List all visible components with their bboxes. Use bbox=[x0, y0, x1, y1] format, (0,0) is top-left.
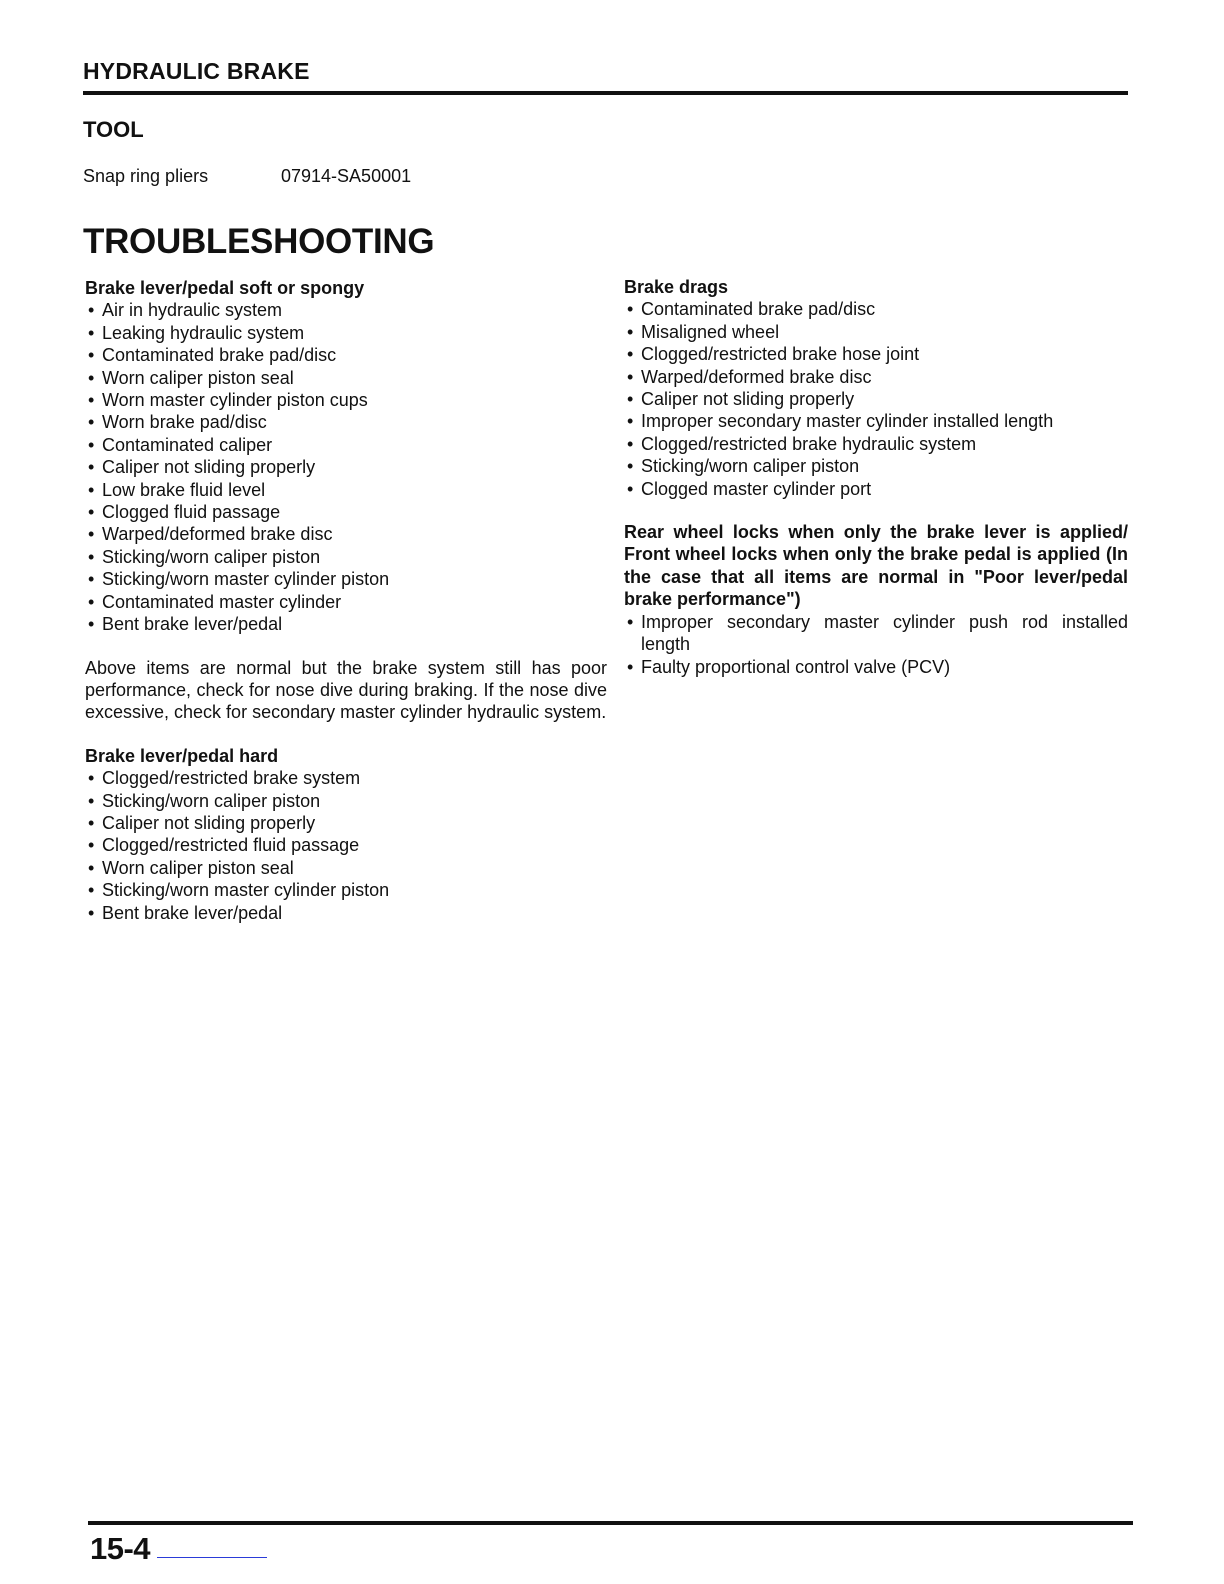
list-item bbox=[85, 322, 610, 344]
right-column bbox=[624, 276, 1128, 678]
list-item bbox=[624, 366, 1128, 388]
list-item-text: Clogged/restricted fluid passage bbox=[102, 835, 360, 856]
list-item-text: Leaking hydraulic system bbox=[102, 322, 305, 343]
nose-dive-note: Above items are normal but the brake system still has poor performance, check for nose dive during braking. If the nose dive excessive, check for secondary master cylinder hydraulic system. bbox=[85, 657, 607, 723]
page-number-underline bbox=[157, 1557, 267, 1558]
tool-name: Snap ring pliers bbox=[83, 166, 209, 186]
wheel-locks-title: Rear wheel locks when only the brake lever is applied/ Front wheel locks when only the brake pedal is applied (In the case that all items are normal in "Poor lever/pedal brake performance") bbox=[624, 522, 1128, 610]
list-item-text: Sticking/worn master cylinder piston bbox=[102, 569, 390, 590]
list-item-text: Contaminated caliper bbox=[102, 434, 273, 455]
list-item bbox=[85, 591, 610, 613]
bullet-icon: • bbox=[627, 299, 634, 320]
list-item-text: Sticking/worn caliper piston bbox=[641, 456, 860, 477]
hard-title: Brake lever/pedal hard bbox=[85, 745, 279, 766]
hard-list bbox=[85, 767, 610, 924]
tool-heading: TOOL bbox=[83, 117, 144, 142]
bullet-icon: • bbox=[627, 366, 634, 387]
list-item-text: Caliper not sliding properly bbox=[641, 389, 855, 410]
bullet-icon: • bbox=[88, 857, 95, 878]
bullet-icon: • bbox=[88, 614, 95, 635]
list-item-text: Clogged fluid passage bbox=[102, 502, 281, 523]
tool-part-number: 07914-SA50001 bbox=[281, 166, 412, 186]
bullet-icon: • bbox=[88, 569, 95, 590]
list-item-text: Warped/deformed brake disc bbox=[641, 366, 872, 387]
list-item bbox=[85, 767, 610, 789]
bullet-icon: • bbox=[88, 880, 95, 901]
bullet-icon: • bbox=[88, 591, 95, 612]
list-item-text: Worn master cylinder piston cups bbox=[102, 390, 368, 411]
list-item bbox=[85, 389, 610, 411]
list-item-text: Worn brake pad/disc bbox=[102, 412, 267, 433]
list-item bbox=[85, 501, 610, 523]
drags-title: Brake drags bbox=[624, 277, 729, 297]
soft-spongy-title: Brake lever/pedal soft or spongy bbox=[85, 278, 365, 298]
list-item bbox=[624, 321, 1128, 343]
list-item bbox=[85, 456, 610, 478]
list-item bbox=[85, 546, 610, 568]
list-item bbox=[85, 568, 610, 590]
list-item bbox=[85, 613, 610, 635]
bullet-icon: • bbox=[88, 479, 95, 500]
page-title: TROUBLESHOOTING bbox=[83, 222, 435, 261]
section-header: HYDRAULIC BRAKE bbox=[83, 58, 310, 84]
list-item-text: Improper secondary master cylinder push rod installed length bbox=[641, 611, 1128, 655]
list-item bbox=[624, 343, 1128, 365]
list-item bbox=[85, 902, 610, 924]
left-column bbox=[85, 277, 610, 924]
list-item bbox=[624, 656, 1128, 678]
bullet-icon: • bbox=[627, 611, 634, 632]
bullet-icon: • bbox=[88, 412, 95, 433]
list-item-text: Worn caliper piston seal bbox=[102, 857, 294, 878]
list-item bbox=[624, 388, 1128, 410]
list-item-text: Faulty proportional control valve (PCV) bbox=[641, 656, 951, 677]
bullet-icon: • bbox=[88, 524, 95, 545]
list-item bbox=[624, 298, 1128, 320]
list-item-text: Clogged/restricted brake system bbox=[102, 768, 361, 789]
list-item bbox=[624, 455, 1128, 477]
bullet-icon: • bbox=[88, 367, 95, 388]
bullet-icon: • bbox=[88, 502, 95, 523]
list-item-text: Clogged/restricted brake hydraulic system bbox=[641, 433, 977, 454]
list-item-text: Low brake fluid level bbox=[102, 479, 266, 500]
list-item bbox=[85, 879, 610, 901]
list-item bbox=[85, 834, 610, 856]
list-item-text: Misaligned wheel bbox=[641, 321, 780, 342]
list-item-text: Clogged master cylinder port bbox=[641, 478, 872, 499]
bullet-icon: • bbox=[88, 835, 95, 856]
bullet-icon: • bbox=[88, 457, 95, 478]
list-item bbox=[624, 478, 1128, 500]
list-item bbox=[624, 611, 1128, 656]
bullet-icon: • bbox=[627, 321, 634, 342]
list-item-text: Contaminated brake pad/disc bbox=[102, 345, 337, 366]
footer-rule bbox=[88, 1521, 1133, 1525]
header-rule bbox=[83, 91, 1128, 95]
bullet-icon: • bbox=[627, 344, 634, 365]
soft-spongy-list bbox=[85, 299, 610, 635]
list-item bbox=[85, 411, 610, 433]
list-item-text: Sticking/worn master cylinder piston bbox=[102, 880, 390, 901]
list-item-text: Bent brake lever/pedal bbox=[102, 614, 283, 635]
bullet-icon: • bbox=[88, 902, 95, 923]
bullet-icon: • bbox=[627, 389, 634, 410]
list-item bbox=[85, 857, 610, 879]
list-item-text: Sticking/worn caliper piston bbox=[102, 546, 321, 567]
bullet-icon: • bbox=[627, 478, 634, 499]
bullet-icon: • bbox=[88, 790, 95, 811]
bullet-icon: • bbox=[627, 456, 634, 477]
bullet-icon: • bbox=[88, 300, 95, 321]
list-item bbox=[85, 479, 610, 501]
bullet-icon: • bbox=[627, 433, 634, 454]
list-item bbox=[85, 367, 610, 389]
list-item bbox=[624, 410, 1128, 432]
list-item-text: Worn caliper piston seal bbox=[102, 367, 294, 388]
list-item-text: Contaminated brake pad/disc bbox=[641, 299, 876, 320]
page-number: 15-4 bbox=[90, 1531, 151, 1566]
list-item-text: Contaminated master cylinder bbox=[102, 591, 342, 612]
list-item bbox=[85, 523, 610, 545]
list-item-text: Bent brake lever/pedal bbox=[102, 902, 283, 923]
list-item bbox=[85, 344, 610, 366]
wheel-locks-list bbox=[624, 611, 1128, 678]
list-item-text: Clogged/restricted brake hose joint bbox=[641, 344, 920, 365]
list-item bbox=[85, 812, 610, 834]
bullet-icon: • bbox=[88, 434, 95, 455]
bullet-icon: • bbox=[88, 546, 95, 567]
list-item bbox=[85, 434, 610, 456]
bullet-icon: • bbox=[88, 390, 95, 411]
list-item-text: Caliper not sliding properly bbox=[102, 812, 316, 833]
list-item-text: Warped/deformed brake disc bbox=[102, 524, 333, 545]
bullet-icon: • bbox=[627, 411, 634, 432]
list-item bbox=[85, 790, 610, 812]
bullet-icon: • bbox=[627, 656, 634, 677]
drags-list bbox=[624, 298, 1128, 500]
bullet-icon: • bbox=[88, 322, 95, 343]
list-item bbox=[85, 299, 610, 321]
bullet-icon: • bbox=[88, 812, 95, 833]
bullet-icon: • bbox=[88, 768, 95, 789]
list-item-text: Sticking/worn caliper piston bbox=[102, 790, 321, 811]
list-item bbox=[624, 433, 1128, 455]
list-item-text: Improper secondary master cylinder installed length bbox=[641, 411, 1054, 432]
list-item-text: Air in hydraulic system bbox=[102, 300, 283, 321]
bullet-icon: • bbox=[88, 345, 95, 366]
list-item-text: Caliper not sliding properly bbox=[102, 457, 316, 478]
